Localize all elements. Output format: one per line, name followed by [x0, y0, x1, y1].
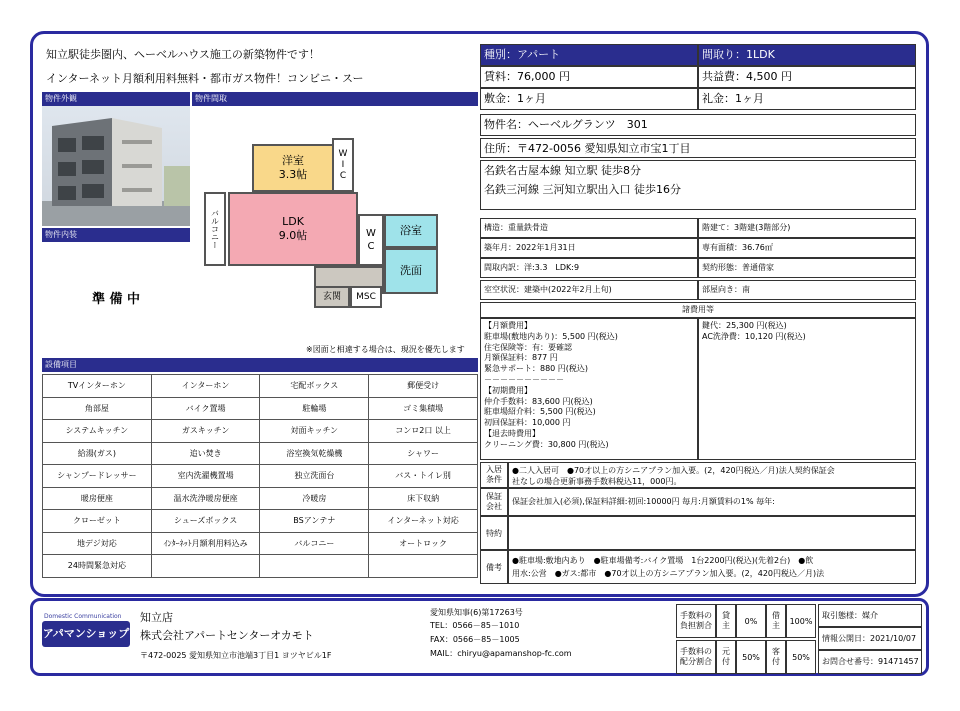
fee-line: 住宅保険等：有：要確認 [484, 342, 572, 352]
equipment-cell: シャワー [369, 442, 478, 465]
area: 専有面積：36.76㎡ [698, 238, 916, 258]
remarks-line1: ●駐車場:敷地内あり ●駐車場備考:バイク置場 1台2200円(税込)(先着2台) ●飲 [512, 556, 814, 565]
equipment-cell: 温水洗浄暖房便座 [151, 487, 260, 510]
common-fee: 共益費：4,500 円 [698, 66, 916, 88]
equipment-row [43, 555, 478, 578]
entrance: 玄関 [314, 286, 350, 308]
equipment-cell: オートロック [369, 532, 478, 555]
headline-line1: 知立駅徒歩圏内、ヘーベルハウス施工の新築物件です！ [46, 48, 320, 61]
floorplan [192, 106, 478, 356]
fax: FAX：0566－85－1005 [430, 635, 520, 644]
fee-line: AC洗浄費：10,120 円(税込) [702, 331, 806, 341]
equipment-cell: 室内洗濯機置場 [151, 465, 260, 488]
access-box [480, 160, 916, 210]
fee-line: 【初期費用】 [484, 385, 532, 395]
equipment-cell: バイク置場 [151, 397, 260, 420]
lessee-label: 借 主 [766, 604, 786, 638]
equipment-cell [260, 555, 369, 578]
special-label: 特約 [480, 516, 508, 550]
equipment-cell: インターホン [151, 375, 260, 398]
guarantee-label: 保証 会社 [480, 488, 508, 516]
equipment-row [43, 465, 478, 488]
equipment-row [43, 442, 478, 465]
equipment-cell: 冷暖房 [260, 487, 369, 510]
special-text [508, 516, 916, 550]
structure: 構造：重量鉄骨造 [480, 218, 698, 238]
facing: 部屋向き：南 [698, 280, 916, 300]
western-room [252, 144, 334, 192]
license: 愛知県知事(6)第17263号 [430, 608, 523, 617]
equipment-cell: バス・トイレ別 [369, 465, 478, 488]
equipment-cell: クローゼット [43, 510, 152, 533]
fee-line: 仲介手数料：83,600 円(税込) [484, 396, 593, 406]
fee-line: 鍵代：25,300 円(税込) [702, 321, 787, 330]
inquiry-number: お問合せ番号：91471457 [818, 650, 922, 674]
fee-split-label: 手数料の 配分割合 [676, 640, 716, 674]
washroom: 洗面 [384, 248, 438, 294]
fees-right [698, 318, 916, 460]
conditions-line2: 社なしの場合更新事務手数料税込11，000円。 [512, 477, 682, 486]
equipment-cell: 駐輪場 [260, 397, 369, 420]
equipment-row [43, 420, 478, 443]
built: 築年月：2022年1月31日 [480, 238, 698, 258]
bath: 浴室 [384, 214, 438, 248]
floorplan-note: ※図面と相違する場合は、現況を優先します [306, 345, 465, 354]
exterior-photo [42, 106, 190, 226]
exterior-label: 物件外観 [42, 92, 190, 106]
apamanshop-logo: アパマンショップ [42, 621, 130, 647]
equipment-cell: 宅配ボックス [260, 375, 369, 398]
fees-left [480, 318, 698, 460]
equipment-label: 設備項目 [42, 358, 478, 372]
equipment-row [43, 532, 478, 555]
equipment-cell: 郵便受け [369, 375, 478, 398]
equipment-cell: ｲﾝﾀｰﾈｯﾄ月額利用料込み [151, 532, 260, 555]
equipment-cell: 独立洗面台 [260, 465, 369, 488]
origin-pct: 50% [736, 640, 766, 674]
equipment-cell: BSアンテナ [260, 510, 369, 533]
equipment-cell: 対面キッチン [260, 420, 369, 443]
ldk [228, 192, 358, 266]
tel: TEL：0566－85－1010 [430, 621, 520, 630]
access-line1: 名鉄名古屋本線 知立駅 徒歩8分 [484, 164, 641, 177]
building-illustration [42, 106, 190, 226]
address: 住所：〒472-0056 愛知県知立市宝1丁目 [480, 138, 916, 158]
client-label: 客 付 [766, 640, 786, 674]
company-name: 株式会社アパートセンターオカモト [140, 629, 314, 642]
western-room-label: 洋室 [282, 154, 304, 167]
status: 室空状況：建築中(2022年2月上旬) [480, 280, 698, 300]
origin-label: 元 付 [716, 640, 736, 674]
equipment-row [43, 397, 478, 420]
equipment-cell [369, 555, 478, 578]
ldk-label: LDK [282, 215, 304, 228]
fee-burden-label: 手数料の 負担割合 [676, 604, 716, 638]
equipment-cell: 床下収納 [369, 487, 478, 510]
fee-line: 初回保証料：10,000 円 [484, 418, 571, 428]
trade-type: 取引態様：媒介 [818, 604, 922, 627]
fee-line: 【退去時費用】 [484, 428, 540, 438]
fee-line: －－－－－－－－－－ [484, 374, 564, 384]
property-name: 物件名：ヘーベルグランツ 301 [480, 114, 916, 136]
equipment-cell: 浴室換気乾燥機 [260, 442, 369, 465]
published-date: 情報公開日：2021/10/07 [818, 627, 922, 650]
fees-title: 諸費用等 [480, 302, 916, 318]
msc: MSC [350, 286, 382, 308]
company-address: 〒472-0025 愛知県知立市池端3丁目1 ヨツヤビル1F [140, 651, 332, 660]
type: 種別：アパート [480, 44, 698, 66]
access-line2: 名鉄三河線 三河知立駅出入口 徒歩16分 [484, 183, 681, 196]
lessor-label: 貸 主 [716, 604, 736, 638]
interior-status: 準 備 中 [91, 291, 141, 307]
fee-line: 月額保証料：877 円 [484, 353, 558, 363]
equipment-cell: 地デジ対応 [43, 532, 152, 555]
equipment-row [43, 510, 478, 533]
equipment-cell: インターネット対応 [369, 510, 478, 533]
remarks-text [508, 550, 916, 584]
equipment-cell: 角部屋 [43, 397, 152, 420]
wc: W C [358, 214, 384, 266]
key-money: 礼金：1ヶ月 [698, 88, 916, 110]
balcony: バルコニー [204, 192, 226, 266]
layout: 間取り：1LDK [698, 44, 916, 66]
interior-label: 物件内装 [42, 228, 190, 242]
headline-line2: インターネット月額利用料無料・都市ガス物件！コンビニ・スー [46, 72, 364, 85]
fee-line: 駐車場紹介料：5,500 円(税込) [484, 407, 596, 417]
remarks-label: 備考 [480, 550, 508, 584]
conditions-label: 入居 条件 [480, 462, 508, 488]
contract: 契約形態：普通借家 [698, 258, 916, 278]
equipment-row [43, 487, 478, 510]
mail: MAIL：chiryu@apamanshop-fc.com [430, 649, 572, 658]
western-room-size: 3.3帖 [278, 168, 308, 181]
equipment-cell: システムキッチン [43, 420, 152, 443]
equipment-cell: 給湯(ガス) [43, 442, 152, 465]
lessee-pct: 100% [786, 604, 816, 638]
equipment-cell: TVインターホン [43, 375, 152, 398]
lessor-pct: 0% [736, 604, 766, 638]
equipment-cell: シャンプードレッサー [43, 465, 152, 488]
equipment-cell: バルコニー [260, 532, 369, 555]
conditions-text [508, 462, 916, 488]
equipment-cell: 暖房便座 [43, 487, 152, 510]
floors: 階建て：3階建(3階部分) [698, 218, 916, 238]
rent: 賃料：76,000 円 [480, 66, 698, 88]
fee-line: 【月額費用】 [484, 321, 532, 330]
remarks-line2: 用水:公営 ●ガス:都市 ●70才以上の方シニアプラン加入要。(2，420円税込／月)法 [512, 569, 825, 578]
equipment-cell: 追い焚き [151, 442, 260, 465]
fee-line: 緊急サポート：880 円(税込) [484, 364, 589, 374]
equipment-cell: ゴミ集積場 [369, 397, 478, 420]
ldk-size: 9.0帖 [278, 229, 308, 242]
equipment-cell: コンロ2口 以上 [369, 420, 478, 443]
wic: W I C [332, 138, 354, 192]
equipment-row [43, 375, 478, 398]
rooms: 間取内訳：洋:3.3 LDK:9 [480, 258, 698, 278]
conditions-line1: ●二人入居可 ●70才以上の方シニアプラン加入要。(2，420円税込／月)法人契約保証会 [512, 466, 835, 475]
equipment-grid [42, 374, 478, 578]
client-pct: 50% [786, 640, 816, 674]
guarantee-text: 保証会社加入(必須),保証料詳細:初回:10000円 毎月:月額賃料の1% 毎年: [508, 488, 916, 516]
logo-tagline: Domestic Communication [44, 613, 122, 620]
equipment-cell: ガスキッチン [151, 420, 260, 443]
equipment-cell: 24時間緊急対応 [43, 555, 152, 578]
floorplan-label: 物件間取 [192, 92, 478, 106]
store-name: 知立店 [140, 611, 173, 624]
equipment-cell: シューズボックス [151, 510, 260, 533]
equipment-cell [151, 555, 260, 578]
fee-line: クリーニング費：30,800 円(税込) [484, 439, 609, 449]
deposit: 敷金：1ヶ月 [480, 88, 698, 110]
fee-line: 駐車場(敷地内あり)：5,500 円(税込) [484, 331, 618, 341]
